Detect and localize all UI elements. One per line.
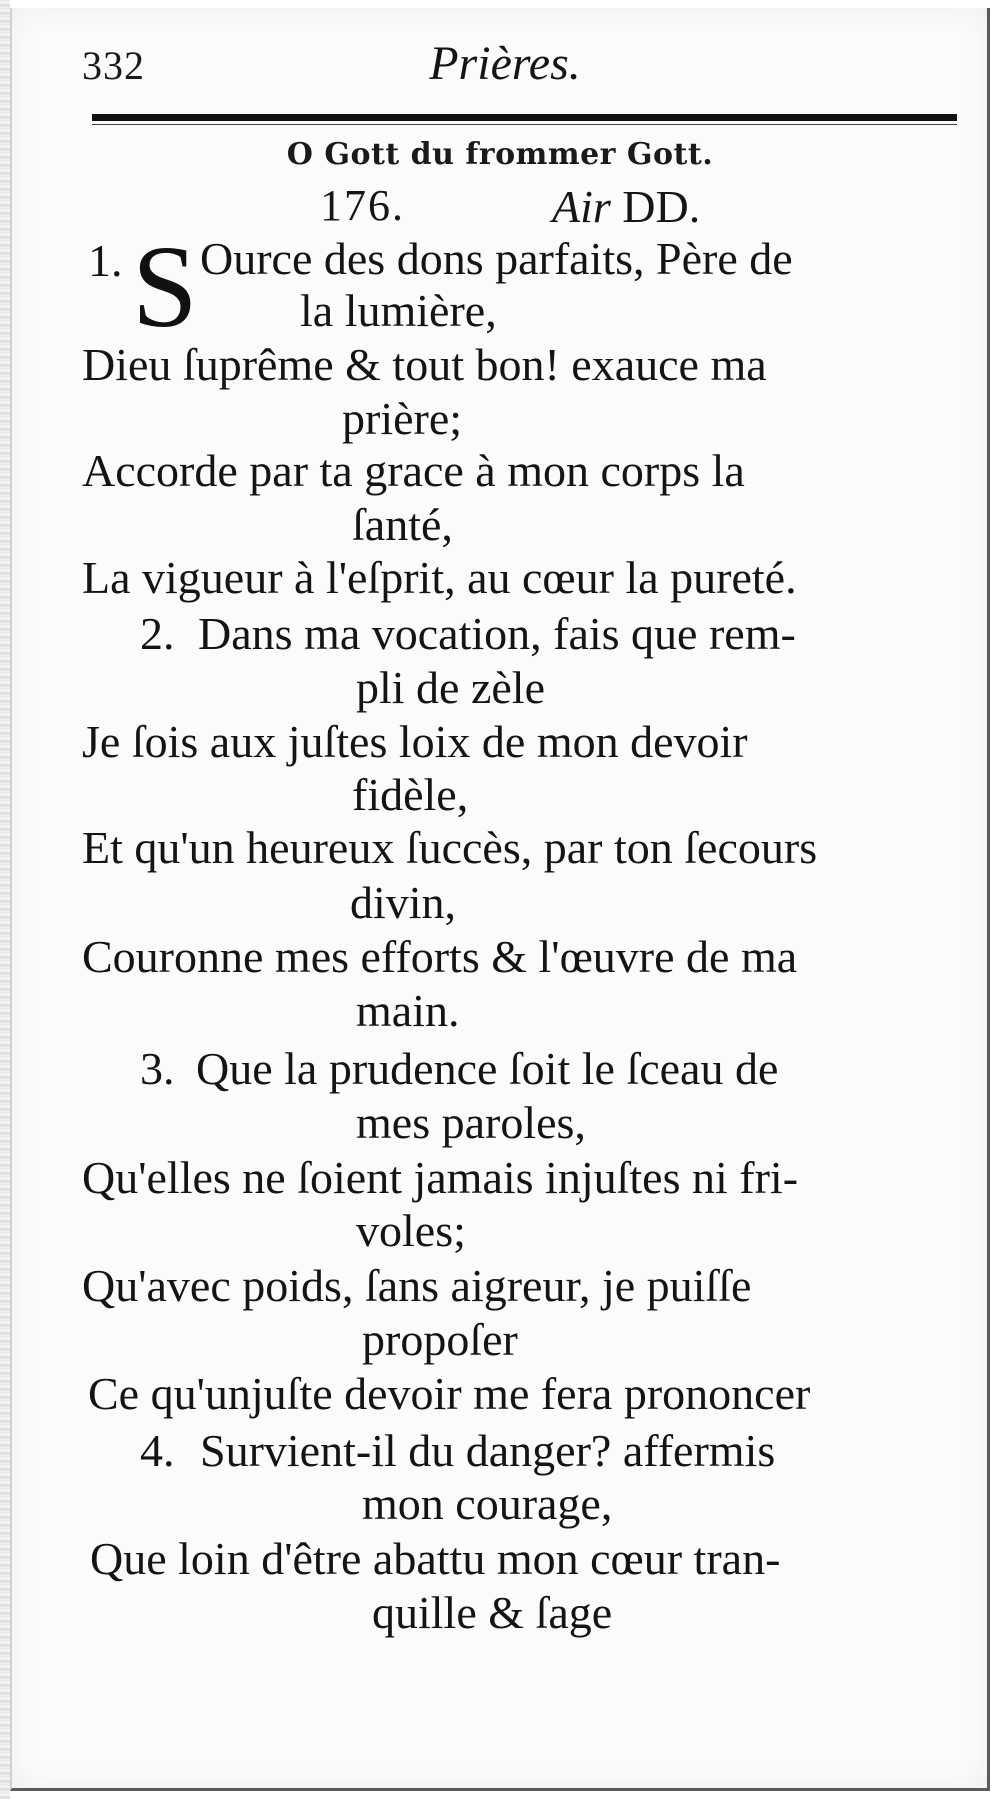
verse-line: La vigueur à l'eſprit, au cœur la pureté. <box>82 552 797 603</box>
page-edge <box>0 0 10 1799</box>
running-head: Prières. <box>429 37 581 90</box>
verse-line: voles; <box>356 1205 466 1256</box>
air-label: Air <box>552 181 611 232</box>
verse-line: main. <box>356 985 460 1036</box>
verse-line: la lumière, <box>300 285 497 336</box>
verse-line: Ource des dons parfaits, Père de <box>200 233 793 284</box>
page-number: 332 <box>82 43 145 88</box>
verse-number: 2. <box>140 608 175 659</box>
verse-line: ſanté, <box>352 499 453 550</box>
verse-line: Ce qu'unjuſte devoir me fera prononcer <box>88 1368 811 1419</box>
verse-line: propoſer <box>362 1314 518 1365</box>
verse-number: 4. <box>140 1425 175 1476</box>
verse-line: Dieu ſuprême & tout bon! exauce ma <box>82 339 767 390</box>
verse-number: 1. <box>88 235 123 286</box>
tune-title: O Gott du frommer Gott. <box>286 137 714 172</box>
verse-line: mes paroles, <box>356 1097 586 1148</box>
header-rule <box>92 114 957 121</box>
verse-line: pli de zèle <box>356 662 546 713</box>
verse-line: fidèle, <box>352 769 469 820</box>
verse-line: Je ſois aux juſtes loix de mon devoir <box>82 716 748 767</box>
verse-line: Survient-il du danger? affermis <box>200 1425 776 1476</box>
drop-cap: S <box>132 221 198 352</box>
air-indication <box>552 180 700 233</box>
verse-line: Accorde par ta grace à mon corps la <box>82 445 745 496</box>
verse-line: Dans ma vocation, fais que rem- <box>198 608 796 659</box>
verse-line: quille & ſage <box>372 1587 613 1638</box>
verse-line: Et qu'un heureux ſuccès, par ton ſecours <box>82 822 818 873</box>
verse-number: 3. <box>140 1043 175 1094</box>
air-value: DD. <box>622 181 701 232</box>
verse-line: Qu'elles ne ſoient jamais injuſtes ni fri- <box>82 1152 799 1203</box>
verse-line: Que la prudence ſoit le ſceau de <box>196 1043 779 1094</box>
verse-line: Qu'avec poids, ſans aigreur, je puiſſe <box>82 1260 752 1311</box>
verse-line: mon courage, <box>362 1478 613 1529</box>
verse-line: prière; <box>342 393 463 444</box>
verse-line: divin, <box>350 877 457 928</box>
hymn-number: 176. <box>320 181 405 230</box>
header-rule-thin <box>92 124 957 125</box>
verse-line: Couronne mes efforts & l'œuvre de ma <box>82 931 798 982</box>
verse-line: Que loin d'être abattu mon cœur tran- <box>90 1533 781 1584</box>
